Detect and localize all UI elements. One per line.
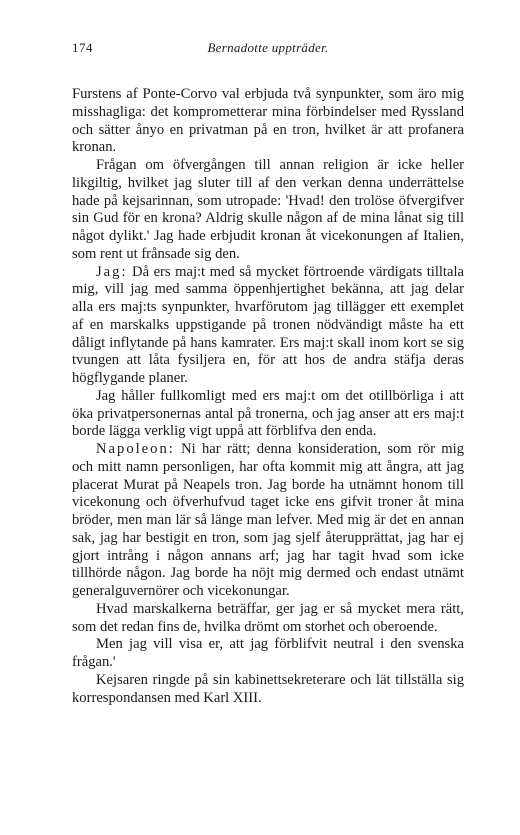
paragraph-3	[72, 264, 464, 388]
paragraph-text: Frågan om öfvergången till annan religion är icke heller likgiltig, hvilket jag sluter till af den verkan denna underrättelse hade på kejsarinnan, som utropade: 'Hvad! den trolöse öfvergifver sin Gud för en krona? Aldrig skulle någon af de mina lånat sig till något dylikt.' Jag hade erbjudit kronan åt vicekonungen af Italien, som rent ut frånsade sig den.	[72, 157, 464, 262]
paragraph-text: Men jag vill visa er, att jag förblifvit neutral i den svenska frågan.'	[72, 636, 464, 670]
running-title: Bernadotte uppträder.	[207, 40, 329, 55]
body-text	[72, 86, 464, 707]
paragraph-8	[72, 672, 464, 708]
speaker-label: Napoleon:	[96, 441, 175, 457]
paragraph-4	[72, 388, 464, 441]
paragraph-6	[72, 601, 464, 637]
paragraph-text: Kejsaren ringde på sin kabinettsekreterare och lät tillställa sig korrespondansen med Karl XIII.	[72, 671, 464, 706]
paragraph-text: Då ers maj:t med så mycket förtroende värdigats tilltala mig, vill jag med samma öppenhjertighet bekänna, att jag delar alla ers maj:ts synpunkter, hvarförutom jag tillägger ett exemplet af en marskalks uppstigande på tronen nödvändigt måste ha ett dåligt inflytande på hans kamrater. Ers maj:t skall inom kort se sig tvungen att låta fysiljera en, för att hos de andra stäfja deras högflygande planer.	[72, 263, 464, 386]
paragraph-text: Hvad marskalkerna beträffar, ger jag er så mycket mera rätt, som det redan fins de, hvilka drömt om storhet och oberoende.	[72, 600, 464, 635]
page-number: 174	[72, 40, 93, 55]
paragraph-text: Ni har rätt; denna konsideration, som rör mig och mitt namn personligen, har ofta kommit mig att ångra, att jag placerat Murat på Neapels tron. Jag borde ha utnämnt honom till vicekonung och öfverhufvud taget icke ens gifvit troner åt mina bröder, men man lär så länge man lefver. Med mig är det en annan sak, jag har bestigit en tron, som jag sjelf återupprättat, jag har ej gjort intrång i någon annans arf; jag har tagit hvad som icke tillhörde någon. Jag borde ha nöjt mig dermed och endast utnämt generalguvernörer och vicekonungar.	[72, 441, 464, 599]
running-head	[72, 40, 464, 62]
paragraph-2	[72, 157, 464, 264]
paragraph-7	[72, 636, 464, 672]
paragraph-5	[72, 441, 464, 601]
speaker-label: Jag:	[96, 263, 128, 280]
book-page	[72, 40, 464, 707]
paragraph-1	[72, 86, 464, 157]
paragraph-text: Jag håller fullkomligt med ers maj:t om det otillbörliga i att öka privatpersonernas antal på tronerna, och jag anser att ers maj:t borde lägga verklig vigt uppå att förblifva den enda.	[72, 387, 464, 440]
paragraph-text: Furstens af Ponte-Corvo val erbjuda två synpunkter, som äro mig misshagliga: det komprometterar mina förbindelser med Ryssland och sätter ånyo en privatman på en tron, hvilket är att profanera kronan.	[72, 86, 464, 156]
